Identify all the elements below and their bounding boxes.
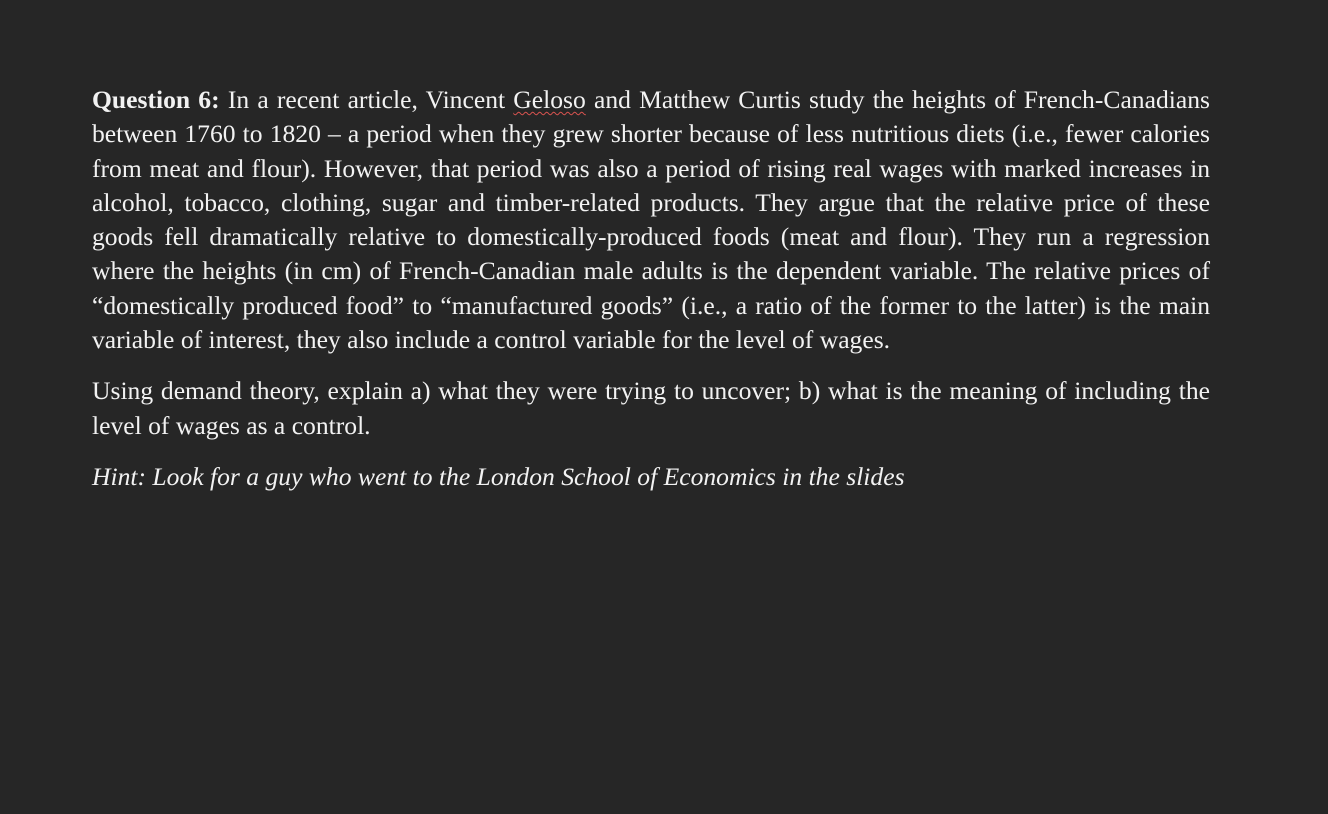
question-text-rest: and Matthew Curtis study the heights of French-Canadians between 1760 to 1820 – a period when they grew shorter because of less nutritious diets (i.e., fewer calories from meat and flour). However, that period was also a period of rising real wages with marked increases in alcohol, tobacco, clothing, sugar and timber-related products. They argue that the relative price of these goods fell dramatically relative to domestically-produced foods (meat and flour). They run a regression where the heights (in cm) of French-Canadian male adults is the dependent variable. The relative prices of “domestically produced food” to “manufactured goods” (i.e., a ratio of the former to the latter) is the main variable of interest, they also include a control variable for the level of wages. [92, 85, 1210, 355]
question-paragraph [92, 83, 1210, 357]
spellcheck-flagged-word[interactable]: Geloso [513, 85, 586, 114]
question-text-start: In a recent article, Vincent [219, 85, 514, 114]
hint-paragraph: Hint: Look for a guy who went to the London School of Economics in the slides [92, 461, 905, 491]
instruction-paragraph: Using demand theory, explain a) what they were trying to uncover; b) what is the meaning of including the level of wages as a control. [92, 376, 1210, 440]
document-body [92, 83, 1210, 494]
question-label: Question 6: [92, 85, 220, 114]
